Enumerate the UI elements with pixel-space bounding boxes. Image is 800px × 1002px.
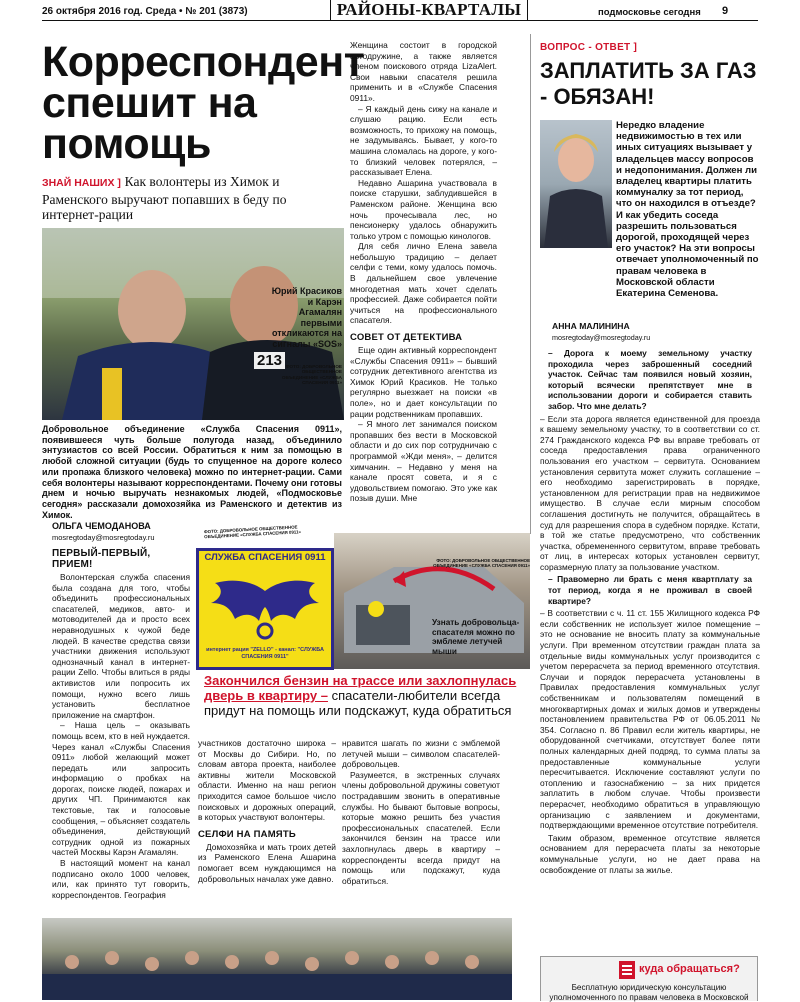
date-line: 26 октября 2016 год. Среда • № 201 (3873) <box>42 6 248 17</box>
sidebar-author: АННА МАЛИНИНА <box>552 321 630 331</box>
column-2-bottom <box>198 738 336 884</box>
col1-paragraph-1: Волонтерская служба спасения была создана для того, чтобы объединить профессиональных спасателей, медиков, авто- и мотоводителей да и просто всех неравнодушных к чужой беде людей. В качестве средства связи участники движения используют однозначный канал в интернет-рации Zello. Чтобы влиться в ряды активистов или попросить их помощи, нужно всего лишь установить бесплатное приложение на смартфон. <box>52 572 190 720</box>
col2-paragraph-6: – Я много лет занимался поиском пропавших без вести в Московской области и до сих пор сотрудничаю с программой «Жди меня», – делится химчанин. – Недавно у меня на канале просят совета, и я с удовольствием помогаю. Это уже как позыв души. Мне <box>350 419 497 504</box>
answer-3: Таким образом, временное отсутствие является основанием для перерасчета платы за некоторые коммунальные услуги, но не дает права на освобождение от платы за жилье. <box>540 832 760 875</box>
rescue-emblem <box>196 548 334 670</box>
answer-1: – Если эта дорога является единственной для проезда к вашему земельному участку, то в соответствии со ст. 274 Гражданского кодекса РФ вы вправе требовать от соседа предоставления права ограниченного пользования его участком – сервитута. Основанием установления сервитута может служить соглашение – его необходимо зарегистрировать в порядке, установленном для регистрации прав на недвижимое имущество. В случае если мирным способом соглашения достигнуть не получится, обращайтесь в суд для разрешения спора в судебном порядке. Кстати, в той же статье предусмотрено, что собственник участка, обремененного сервитутом, вправе требовать от лиц, в интересах которых установлен сервитут, соразмерную плату за пользование участком. <box>540 413 760 572</box>
column-divider <box>530 34 531 534</box>
col1-paragraph-3: В настоящий момент на канал подписано около 1000 человек, или, как принято тут говорить, корреспондентов. География <box>52 858 190 900</box>
group-photo <box>42 918 512 1000</box>
main-headline: Корреспондент спешит на помощь <box>42 38 365 168</box>
emblem-credit: ФОТО: ДОБРОВОЛЬНОЕ ОБЩЕСТВЕННОЕ ОБЪЕДИНЕНИЕ «СЛУЖБА СПАСЕНИЯ 0911» <box>203 524 302 540</box>
col2b-paragraph-1: участников достаточно широка – от Москвы до Сибири. Но, по словам автора проекта, наиболее активны жители Московской области. Именно на наш регион приходится самое большое число поисковых и дорожных операций, в которых участвуют волонтеры. <box>198 738 336 823</box>
subheading-1: ПЕРВЫЙ-ПЕРВЫЙ, ПРИЕМ! <box>52 548 151 570</box>
emblem-title: СЛУЖБА СПАСЕНИЯ 0911 <box>204 552 326 563</box>
page-number: 9 <box>722 5 729 17</box>
subhead: Как волонтеры из Химок и Раменского выручают попавших в беду по интернет-рации <box>42 174 287 222</box>
col2-paragraph-5: Еще один активный корреспондент «Службы Спасения 0911» – бывший сотрудник детективного агентства из Химок Юрий Красиков. Не только регулярно выезжает на поиски «в поле», но и дает консультации по рации родственникам пропавших. <box>350 345 497 419</box>
sidebar-intro: Нередко владение недвижимостью в тех или иных ситуациях вызывает у владельцев массу вопросов и недопонимания. Должен ли владелец квартиры платить коммуналку за тот период, что он находился в отъезде? И как убедить соседа разрешить пользоваться дорогой, проходящей через его участок? На эти вопросы отвечает уполномоченный по правам человека в Московской области Екатерина Семенова. <box>616 120 759 300</box>
car-credit: ФОТО: ДОБРОВОЛЬНОЕ ОБЩЕСТВЕННОЕ ОБЪЕДИНЕНИЕ «СЛУЖБА СПАСЕНИЯ 0911» <box>433 558 530 569</box>
pull-quote-text: спасатели-любители всегда придут на помощь или подскажут, куда обратиться <box>204 688 512 719</box>
ombudsman-photo-art <box>540 120 612 248</box>
sidebar-qa <box>540 348 760 875</box>
pull-quote-highlight: Закончился бензин на трассе или захлопнулась дверь в квартиру – <box>204 673 517 704</box>
col1-paragraph-2: – Наша цель – оказывать помощь всем, кто в ней нуждается. Через канал «Службы Спасения 0911» любой желающий может передать или запросить информацию о пробках на дорогах, поиске людей, пожарах и других ЧП. Принимаются как текстовые, так и голосовые сообщения, – объясняет создатель объединения, действующий сотрудник одной из пожарных частей Москвы Карэн Агамалян. <box>52 720 190 858</box>
subhead-block <box>42 174 338 223</box>
sidebar-title: ЗАПЛАТИТЬ ЗА ГАЗ - ОБЯЗАН! <box>540 58 757 109</box>
emblem-zello-text: интернет рация "ZELLO" - канал: "СЛУЖБА СПАСЕНИЯ 0911" <box>206 647 324 660</box>
header-rule-left <box>42 20 330 21</box>
column-3-bottom <box>342 738 500 886</box>
question-1: – Дорога к моему земельному участку проходила через заброшенный соседний участок. Сейчас там появился новый хозяин, который всячески препятствует мне в использовании дороги и собирается ставить забор. Что мне делать? <box>548 348 752 411</box>
question-2: – Правомерно ли брать с меня квартплату за тот период, когда я не проживал в своей квартире? <box>548 574 752 606</box>
photo-credit: ФОТО: ДОБРОВОЛЬНОЕ ОБЩЕСТВЕННОЕ ОБЪЕДИНЕНИЕ «СЛУЖБА СПАСЕНИЯ 0911» <box>281 364 342 386</box>
column-2-top <box>350 40 497 504</box>
col2b-paragraph-2: Домохозяйка и мать троих детей из Раменского Елена Ашарина помогает всем нуждающимся на добровольных началах уже давно. <box>198 841 336 884</box>
document-icon <box>619 961 635 979</box>
sidebar-author-email: mosregtoday@mosregtoday.ru <box>552 333 651 342</box>
car-caption: Узнать добровольца-спасателя можно по эмблеме летучей мыши <box>432 618 520 656</box>
group-photo-art <box>42 918 512 1000</box>
paper-name: подмосковье сегодня <box>598 7 701 18</box>
photo-caption: Юрий Красиков и Карэн Агамалян первыми откликаются на сигналы «SOS» <box>271 286 342 349</box>
col2-paragraph-2: – Я каждый день сижу на канале и слушаю рацию. Если есть возможность, то прихожу на помощь, не задумываясь. Бывает, у кого-то машина сломалась на дороге, у кого-то близкий человек потерялся, – рассказывает Елена. <box>350 103 497 178</box>
where-to-apply-box <box>540 956 758 1001</box>
section-title: РАЙОНЫ-КВАРТАЛЫ <box>330 0 528 21</box>
col3b-paragraph-2: Разумеется, в экстренных случаях члены добровольной дружины советуют пострадавшим звонить в оперативные службы. Но бывают бытовые вопросы, которые можно решить без участия профессиональных спасателей. Если закончился бензин на трассе или захлопнулась дверь в квартиру – корреспонденты всегда придут на помощь или подскажут, куда обратиться. <box>342 769 500 886</box>
column-1 <box>52 548 190 900</box>
col2-paragraph-4: Для себя лично Елена завела небольшую традицию – делает селфи с теми, кому удалось помочь. В дальнейшем свое увлечение многодетная мать хочет сделать профессией. Даже собирается пойти учиться на профессионального спасателя. <box>350 241 497 326</box>
subheading-2: СОВЕТ ОТ ДЕТЕКТИВА <box>350 332 463 344</box>
header-rule-right <box>528 20 758 21</box>
lead-paragraph: Добровольное объединение «Служба Спасения 0911», появившееся чуть больше полугода назад, объединило энтузиастов со всей России. Обратиться к ним за помощью в любой сложной ситуации (будь то спущенное на дороге колесо или пропажа близкого человека) можно по интернет-рации. Сами себя волонтеры называют корреспондентами. Почему они готовы днем и ночью выручать незнакомых людей, «Подмосковье сегодня» рассказали домохозяйка из Раменского и детектив из Химок. <box>42 424 342 520</box>
author-email: mosregtoday@mosregtoday.ru <box>52 533 155 542</box>
subheading-3: СЕЛФИ НА ПАМЯТЬ <box>198 828 296 840</box>
jacket-number: 213 <box>254 352 285 369</box>
rubric-label: ЗНАЙ НАШИХ ] <box>42 177 121 189</box>
where-to-apply-text: Бесплатную юридическую консультацию уполномоченного по правам человека в Московской <box>549 983 749 1002</box>
col3b-paragraph-1: нравится шагать по жизни с эмблемой летучей мыши – символом спасателей-добровольцев. <box>342 738 500 770</box>
answer-2: – В соответствии с ч. 11 ст. 155 Жилищного кодекса РФ если собственник не использует жилое помещение – это не основание не вносить плату за коммунальные услуги. При временном отсутствии граждан плата за отдельные виды коммунальных услуг производится с учетом перерасчета за период временного отсутствия. Случаи и порядок перерасчета установлены в Правилах предоставления коммунальных услуг собственникам и пользователям помещений в многоквартирных домах и жилых домов и утверждены постановлением правительства РФ от 06.05.2011 № 354. Согласно п. 86 Правил если житель квартиры, не оборудованной счетчиками, отсутствует более пяти полных календарных дней подряд, то сумма платы за предоставленные коммунальные услуги пересчитывается. Исключение составляют услуги по отоплению и газоснабжению – за них придется заплатить в любом случае. Чтобы произвести перерасчет, необходимо обратиться в управляющую организацию с заявлением и документами, подтверждающими временное отсутствие потребителя. <box>540 608 760 831</box>
page-header <box>0 0 800 24</box>
col2-paragraph-3: Недавно Ашарина участвовала в поиске старушки, заблудившейся в Раменском районе. Женщина всю ночь прочесывала лес, но пенсионерку удалось обнаружить только утром с помощью кинологов. <box>350 177 497 241</box>
sidebar-rubric: ВОПРОС - ОТВЕТ ] <box>540 42 638 53</box>
pull-quote <box>204 673 524 719</box>
where-to-apply-title: куда обращаться? <box>639 963 740 975</box>
author-name: ОЛЬГА ЧЕМОДАНОВА <box>52 521 151 531</box>
bat-icon <box>207 573 323 643</box>
ombudsman-photo <box>540 120 612 248</box>
col2-paragraph-1: Женщина состоит в городской автодружине, а также является членом поискового отряда LizaAlert. Свои навыки спасателя решила применить и в «Службе Спасения 0911». <box>350 40 497 103</box>
